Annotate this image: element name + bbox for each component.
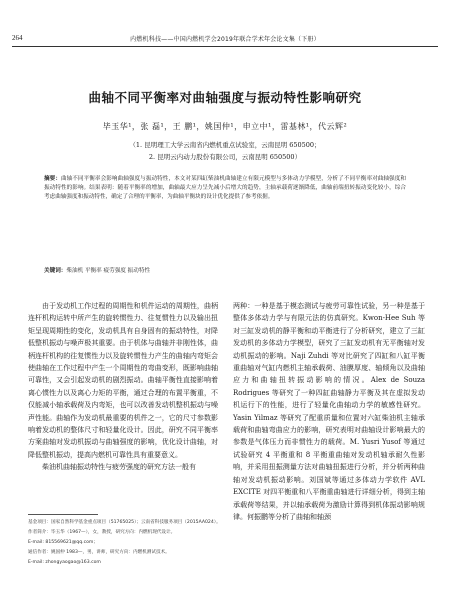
affiliation-1: （1. 昆明理工大学云南省内燃机重点试验室，云南昆明 650500； — [129, 141, 321, 149]
abstract-text: 曲轴不同平衡率会影响曲轴强度与振动特性，本文对某四缸柴油机曲轴建立有限元模型与多体动力学模型，分析了不同平衡率对曲轴强度和振动特性的影响。结果表明：随着平衡率的增加，曲轴最大应力呈先减小后增大的趋势，主轴承载荷逐渐降低，曲轴前端扭转振动变化较小，综合考虑曲轴强度和振动特性，确定了合理的平衡率，为曲轴平衡块的设计优化提供了参考依据。 — [44, 176, 406, 201]
affiliation-2: 2. 昆明云内动力股份有限公司，云南昆明 650500） — [148, 153, 302, 161]
footnote-email: E-mail: 815569621@qq.com； — [28, 540, 99, 545]
footnotes — [28, 518, 221, 568]
keywords-text: 柴油机 平衡率 疲劳强度 振动特性 — [66, 268, 151, 274]
keywords — [44, 266, 406, 274]
body-paragraph: 两种：一种是基于模态测试与疲劳可靠性试验，另一种是基于整体多体动力学与有限元法的仿真研究。Kwon-Hee Suh 等对三缸发动机的静平衡和动平衡进行了分析研究，建立了三缸发动机的多体动力学模型，研究了三缸发动机有无平衡轴对发动机振动的影响。Naji Zuhdi 等对比研究了四缸和八缸平衡重曲轴对气缸内燃机主轴承载荷、油膜厚度、轴倾角以及曲轴应力和曲轴扭转振动影响的情况。Alex de Souza Rodrigues 等研究了一种四缸曲轴静力平衡及其在虚拟发动机运行下的性能，进行了轻量化曲轴动力学的敏感性研究。Yasin Yilmaz 等研究了配重质量和位置对六缸柴油机主轴承载荷和曲轴弯曲应力的影响，研究表明对曲轴设计影响最大的参数是气体压力而非惯性力的载荷。M. Yusri Yusof 等通过试验研究 4 平衡重和 8 平衡重曲轴对发动机轴承耐久性影响，并采用扭振测量方法对曲轴扭振进行分析，并分析两种曲轴对发动机振动影响。刘国斌等通过多体动力学软件 AVL EXCITE 对四平衡重和八平衡重曲轴进行详细分析，得到主轴承载荷等结果，并以轴承载荷为激励计算得到机体振动影响规律。何振鹏等分析了曲轴和轴颈 — [233, 302, 425, 521]
page-number: 264 — [12, 34, 23, 42]
body-paragraph: 由于发动机工作过程的周期性和机件运动的周期性，曲柄连杆机构运转中所产生的旋转惯性力、往复惯性力以及输出扭矩呈现周期性的变化，发动机具有自身固有的振动特性，对降低整机振动与噪声极其重要。由于机体与曲轴并非刚性体，曲柄连杆机构的往复惯性力以及旋转惯性力产生的曲轴内弯矩会使曲轴在工作过程中产生一个周期性的弯曲变形，既影响曲轴可靠性，又会引起发动机的剧烈振动。曲轴平衡性直接影响着离心惯性力以及离心力矩的平衡，通过合理的布置平衡重，不仅能减小轴承载荷及内弯矩，也可以改善发动机整机振动与噪声性能。曲轴作为发动机最重要的机件之一，它的尺寸参数影响着发动机的整体尺寸和轻量化设计。因此，研究不同平衡率方案曲轴对发动机振动与曲轴强度的影响，优化设计曲轴，对降低整机振动，提高内燃机可靠性具有重要意义。 — [28, 302, 218, 459]
body-paragraph: 柴油机曲轴振动特性与疲劳强度的研究方法一般有 — [42, 463, 196, 472]
footnote-email-2: E-mail: zhongyaogao@163.com — [28, 560, 101, 565]
body-column-right — [233, 300, 425, 523]
body-column-left — [28, 300, 218, 474]
abstract — [44, 175, 406, 202]
footnote-funding: 基金项目：国家自然科学基金重点项目（51765025）；云南省科技服务项目（2015AA024）。 — [28, 520, 221, 525]
journal-title: 内燃机科技——中国内燃机学会2019年联合学术年会论文集（下册） — [130, 36, 320, 43]
paper-title: 曲轴不同平衡率对曲轴强度与振动特性影响研究 — [88, 90, 362, 105]
running-header — [12, 34, 438, 47]
footnote-divider — [28, 514, 98, 515]
author-list: 毕玉华¹，张 磊¹，王 鹏¹，姚国仲¹，申立中¹，雷基林¹，代云辉² — [102, 122, 348, 131]
abstract-label: 摘要： — [44, 176, 61, 182]
footnote-corresponding: 通信作者：姚国仲 1983—，男，讲师，研究方向：内燃机测试技术。 — [28, 550, 170, 555]
keywords-label: 关键词： — [44, 268, 67, 274]
footnote-author: 作者简介：毕玉华（1967—），女，教授，研究方向：内燃机现代设计。 — [28, 530, 176, 535]
